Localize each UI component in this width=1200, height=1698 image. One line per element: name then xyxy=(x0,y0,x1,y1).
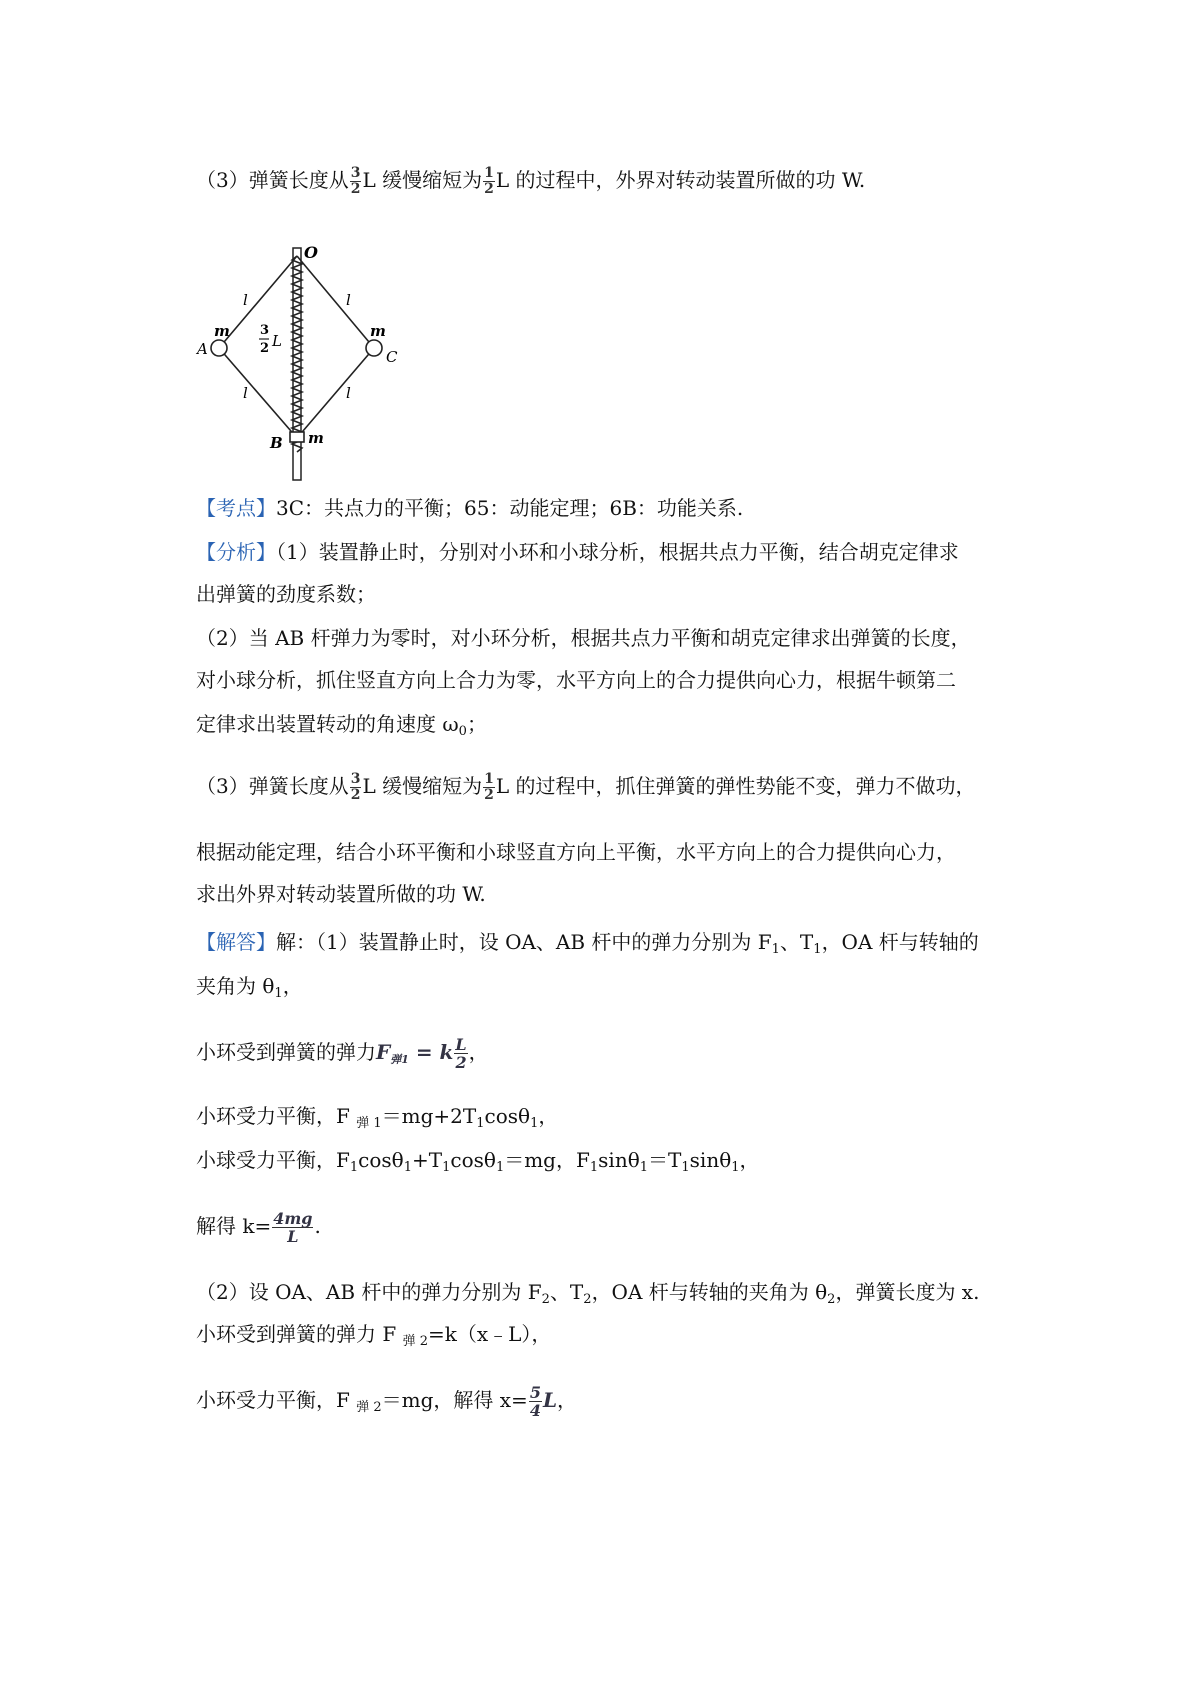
rod-OC xyxy=(297,256,374,348)
fraction-4mg-L: $\frac{4mg}{L}$ xyxy=(273,1209,313,1246)
label-C: C xyxy=(386,348,398,366)
fenxi-line-6: （3）弹簧长度从 $\frac{3}{2}$ L 缓慢缩短为 $\frac{1}{2}$ L 的过程中，抓住弹簧的弹性势能不变，弹力不做功， xyxy=(196,771,976,803)
jieda-line-8: 小环受到弹簧的弹力 F $_{弹 2}$=k（x﹣L）， xyxy=(196,1322,552,1349)
label-B: B xyxy=(270,434,283,452)
jieda-line-7: （2）设 OA、AB 杆中的弹力分别为 $F_2$、$T_2$，OA 杆与转轴的夹角为 $\theta_2$，弹簧长度为 x. xyxy=(196,1280,980,1307)
fenxi-line-3: （2）当 AB 杆弹力为零时，对小环分析，根据共点力平衡和胡克定律求出弹簧的长度， xyxy=(196,626,971,650)
fraction-3-2: $\frac{3}{2}$ xyxy=(350,165,361,197)
fenxi-line-4: 对小球分析，抓住竖直方向上合力为零，水平方向上的合力提供向心力，根据牛顿第二 xyxy=(196,668,956,692)
fenxi-line-1: 【分析】（1）装置静止时，分别对小环和小球分析，根据共点力平衡，结合胡克定律求 xyxy=(196,540,959,564)
spring-L: L xyxy=(272,332,282,350)
fraction-1-2: $\frac{1}{2}$ xyxy=(484,165,494,197)
label-m-A: m xyxy=(214,322,230,340)
fenxi-line-8: 求出外界对转动装置所做的功 W. xyxy=(196,882,486,906)
fenxi-line-7: 根据动能定理，结合小环平衡和小球竖直方向上平衡，水平方向上的合力提供向心力， xyxy=(196,840,956,864)
spring-frac-num: 3 xyxy=(260,323,270,338)
jieda-line-1: 【解答】解：（1）装置静止时，设 OA、AB 杆中的弹力分别为 $F_1$、$T_1$，OA 杆与转轴的 xyxy=(196,930,979,957)
ball-C xyxy=(366,340,382,356)
fraction-5-4: $\frac{5}{4}$ xyxy=(529,1383,541,1420)
jieda-line-2: 夹角为 $\theta_1$， xyxy=(196,974,303,1001)
label-l-OA: l xyxy=(243,291,248,309)
fenxi-line-2: 出弹簧的劲度系数； xyxy=(196,582,376,606)
ring-B xyxy=(290,432,304,442)
rod-AB xyxy=(219,348,297,438)
label-A: A xyxy=(197,340,208,358)
jieda-line-6: 解得 k= $\frac{4mg}{L}$ . xyxy=(196,1209,321,1246)
label-m-B: m xyxy=(308,429,324,447)
jieda-line-9: 小环受力平衡，F $_{弹 2}$＝mg，解得 x= $\frac{5}{4}$ L， xyxy=(196,1383,578,1420)
fenxi-line-5: 定律求出装置转动的角速度 $\omega_0$； xyxy=(196,712,487,739)
rod-CB xyxy=(297,348,374,438)
label-m-C: m xyxy=(370,322,386,340)
spring-frac-den: 2 xyxy=(260,341,270,356)
label-l-AB: l xyxy=(243,384,248,402)
fraction-L-2: $\frac{L}{2}$ xyxy=(455,1035,467,1072)
question-3-line: （3）弹簧长度从 $\frac{3}{2}$ L 缓慢缩短为 $\frac{1}{2}$ L 的过程中，外界对转动装置所做的功 W. xyxy=(196,165,866,197)
kaodian-line: 【考点】3C：共点力的平衡；65：动能定理；6B：功能关系. xyxy=(196,496,744,520)
label-l-OC: l xyxy=(346,291,351,309)
label-O: O xyxy=(304,243,318,262)
rotating-device-diagram xyxy=(197,243,430,528)
jieda-line-4: 小环受力平衡，F $_{弹 1}=mg+2T_1\cos\theta_1$， xyxy=(196,1104,559,1131)
label-l-CB: l xyxy=(346,384,351,402)
fraction-1-2-b: $\frac{1}{2}$ xyxy=(484,771,494,803)
fraction-3-2-b: $\frac{3}{2}$ xyxy=(350,771,361,803)
jieda-line-3: 小环受到弹簧的弹力$F_{弹1} = k$ $\frac{L}{2}$ ， xyxy=(196,1035,489,1072)
ball-A xyxy=(211,340,227,356)
rod-OA xyxy=(219,256,297,348)
jieda-line-5: 小球受力平衡，$F_1\cos\theta_1+T_1\cos\theta_1=mg$，$F_1\sin\theta_1=T_1\sin\theta_1$， xyxy=(196,1148,760,1175)
